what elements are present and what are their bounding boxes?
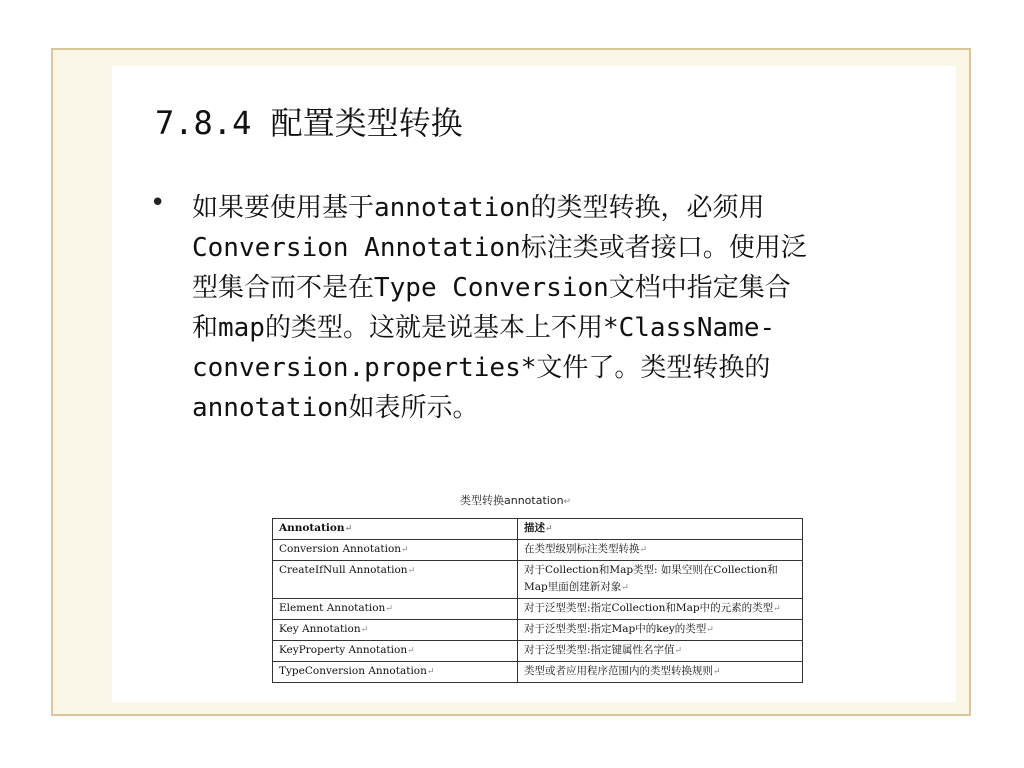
paragraph-mark-icon: ↵ xyxy=(621,583,629,593)
paragraph-mark-icon: ↵ xyxy=(773,604,781,614)
table-row xyxy=(273,620,803,641)
bullet-text xyxy=(192,188,932,428)
table-row xyxy=(273,599,803,620)
paragraph-mark-icon: ↵ xyxy=(407,566,416,576)
bullet-line: Conversion Annotation标注类或者接口。使用泛 xyxy=(192,233,807,263)
paragraph-mark-icon: ↵ xyxy=(674,646,683,656)
paragraph-mark-icon: ↵ xyxy=(563,497,572,507)
cell-text: Conversion Annotation xyxy=(279,543,402,555)
paragraph-mark-icon: ↵ xyxy=(360,625,369,635)
table-cell-description xyxy=(518,599,803,620)
table-header-row xyxy=(273,519,803,540)
slide-title: 7.8.4 配置类型转换 xyxy=(155,104,463,142)
cell-text: TypeConversion Annotation xyxy=(279,665,427,677)
bullet-line: annotation如表所示。 xyxy=(192,393,479,423)
header-description-text: 描述 xyxy=(524,522,545,534)
table-cell-annotation xyxy=(273,641,518,662)
table-cell-description xyxy=(518,620,803,641)
paragraph-mark-icon: ↵ xyxy=(426,667,435,677)
paragraph-mark-icon: ↵ xyxy=(545,524,553,534)
bullet-line: 型集合而不是在Type Conversion文档中指定集合 xyxy=(192,273,791,303)
table-cell-annotation xyxy=(273,561,518,599)
header-description xyxy=(518,519,803,540)
table-caption xyxy=(460,492,571,508)
table-row xyxy=(273,561,803,599)
header-annotation xyxy=(273,519,518,540)
bullet-line: 和map的类型。这就是说基本上不用*ClassName- xyxy=(192,313,776,343)
bullet-icon: • xyxy=(150,188,166,218)
cell-text: 对于泛型类型:指定键属性名字值 xyxy=(524,644,675,656)
paragraph-mark-icon: ↵ xyxy=(706,625,714,635)
cell-text: CreateIfNull Annotation xyxy=(279,564,408,576)
paragraph-mark-icon: ↵ xyxy=(407,646,415,656)
table-cell-annotation xyxy=(273,662,518,683)
cell-text: KeyProperty Annotation xyxy=(279,644,408,656)
table-cell-description xyxy=(518,540,803,561)
cell-text: 对于泛型类型:指定Collection和Map中的元素的类型 xyxy=(524,602,774,614)
paragraph-mark-icon: ↵ xyxy=(344,524,353,534)
cell-text: 对于泛型类型:指定Map中的key的类型 xyxy=(524,623,707,635)
table-cell-description xyxy=(518,662,803,683)
header-annotation-text: Annotation xyxy=(279,522,345,534)
table-cell-annotation xyxy=(273,599,518,620)
cell-text: 类型或者应用程序范围内的类型转换规则 xyxy=(524,665,713,677)
paragraph-mark-icon: ↵ xyxy=(713,667,721,677)
bullet-line: conversion.properties*文件了。类型转换的 xyxy=(192,353,771,383)
paragraph-mark-icon: ↵ xyxy=(385,604,393,614)
annotation-table xyxy=(272,518,803,683)
table-row xyxy=(273,540,803,561)
cell-text: Element Annotation xyxy=(279,602,386,614)
table-cell-description xyxy=(518,641,803,662)
cell-text: 在类型级别标注类型转换 xyxy=(524,543,640,555)
table-cell-description xyxy=(518,561,803,599)
table-cell-annotation xyxy=(273,540,518,561)
cell-text: Key Annotation xyxy=(279,623,361,635)
table-cell-annotation xyxy=(273,620,518,641)
table-row xyxy=(273,641,803,662)
paragraph-mark-icon: ↵ xyxy=(639,545,648,555)
bullet-line: 如果要使用基于annotation的类型转换，必须用 xyxy=(192,193,765,223)
paragraph-mark-icon: ↵ xyxy=(401,545,409,555)
table-row xyxy=(273,662,803,683)
table-caption-text: 类型转换annotation xyxy=(460,494,564,507)
cell-text: 对于Collection和Map类型: 如果空则在Collection和Map里面创建新对象 xyxy=(524,564,778,593)
